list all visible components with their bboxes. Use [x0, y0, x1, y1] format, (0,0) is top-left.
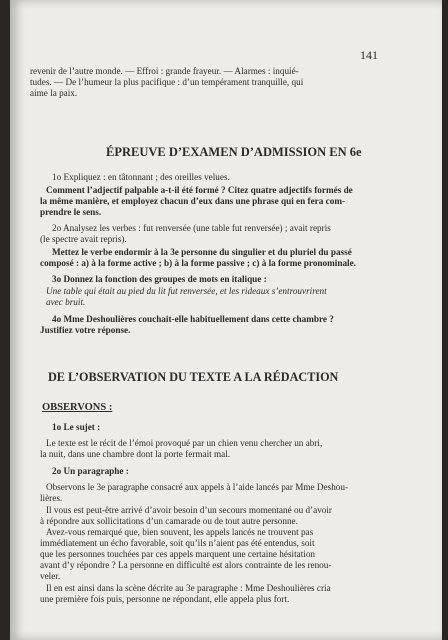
- text-line: immédiatement un écho favorable, soit qu’ils n’aient pas été entendus, soit: [40, 538, 315, 548]
- text-line: lières.: [40, 493, 63, 503]
- text-line: Comment l’adjectif palpable a-t-il été formé ? Citez quatre adjectifs formés de: [46, 185, 353, 195]
- section-heading-examen: ÉPREUVE D’EXAMEN D’ADMISSION EN 6e: [106, 145, 362, 159]
- text-line: Une table qui était au pied du lit fut renversée, et les rideaux s’entrouvrirent: [46, 286, 327, 296]
- book-page: [10, 0, 442, 640]
- text-line: Avez-vous remarqué que, bien souvent, les appels lancés ne trouvent pas: [46, 527, 314, 537]
- text-line: revenir de l’autre monde. — Effroi : grande frayeur. — Alarmes : inquié-: [30, 66, 299, 76]
- text-line: la même manière, et employez chacun d’eux dans une phrase qui en fera com-: [40, 196, 346, 206]
- text-line: veler.: [40, 571, 61, 581]
- text-line: 2o Un paragraphe :: [52, 466, 129, 476]
- text-line: Observons le 3e paragraphe consacré aux appels à l’aide lancés par Mme Deshou-: [46, 482, 349, 492]
- text-line: composé : a) à la forme active ; b) à la forme passive ; c) à la forme pronominale.: [40, 258, 356, 268]
- text-line: une première fois puis, personne ne répondant, elle appela plus fort.: [40, 594, 290, 604]
- text-line: que les personnes touchées par ces appels marquent une certaine hésitation: [40, 549, 316, 559]
- text-line: Il en est ainsi dans la scène décrite au 3e paragraphe : Mme Deshoulières cria: [46, 583, 331, 593]
- text-line: 1o Le sujet :: [52, 422, 101, 432]
- text-line: Le texte est le récit de l’émoi provoqué par un chien venu chercher un abri,: [46, 438, 323, 448]
- text-line: (le spectre avait repris).: [40, 234, 127, 244]
- text-line: prendre le sens.: [40, 207, 102, 217]
- text-line: Il vous est peut-être arrivé d’avoir besoin d’un secours momentané ou d’avoir: [46, 505, 332, 515]
- text-line: 1o Expliquez : en tâtonnant ; des oreilles velues.: [52, 172, 230, 182]
- text-line: à répondre aux sollicitations d’un camarade ou de tout autre personne.: [40, 516, 298, 526]
- text-line: Justifiez votre réponse.: [40, 325, 131, 335]
- text-line: 2o Analysez les verbes : fut renversée (une table fut renversée) ; avait repris: [52, 223, 331, 233]
- text-line: tudes. — De l’humeur la plus pacifique : d’un tempérament tranquille, qui: [30, 77, 304, 87]
- text-line: aime la paix.: [30, 88, 78, 98]
- text-line: avant d’y répondre ? La personne en difficulté est alors contrainte de les renou-: [40, 560, 332, 570]
- section-heading-observation: DE L’OBSERVATION DU TEXTE A LA RÉDACTION: [48, 370, 339, 384]
- text-line: avec bruit.: [46, 297, 86, 307]
- page-number: 141: [360, 48, 378, 62]
- observons-heading: OBSERVONS :: [42, 402, 113, 413]
- text-line: la nuit, dans une chambre dont la porte fermait mal.: [40, 449, 231, 459]
- text-line: Mettez le verbe endormir à la 3e personne du singulier et du pluriel du passé: [52, 247, 352, 257]
- text-line: 3o Donnez la fonction des groupes de mots en italique :: [52, 274, 267, 284]
- text-line: 4o Mme Deshoulières couchait-elle habituellement dans cette chambre ?: [52, 314, 334, 324]
